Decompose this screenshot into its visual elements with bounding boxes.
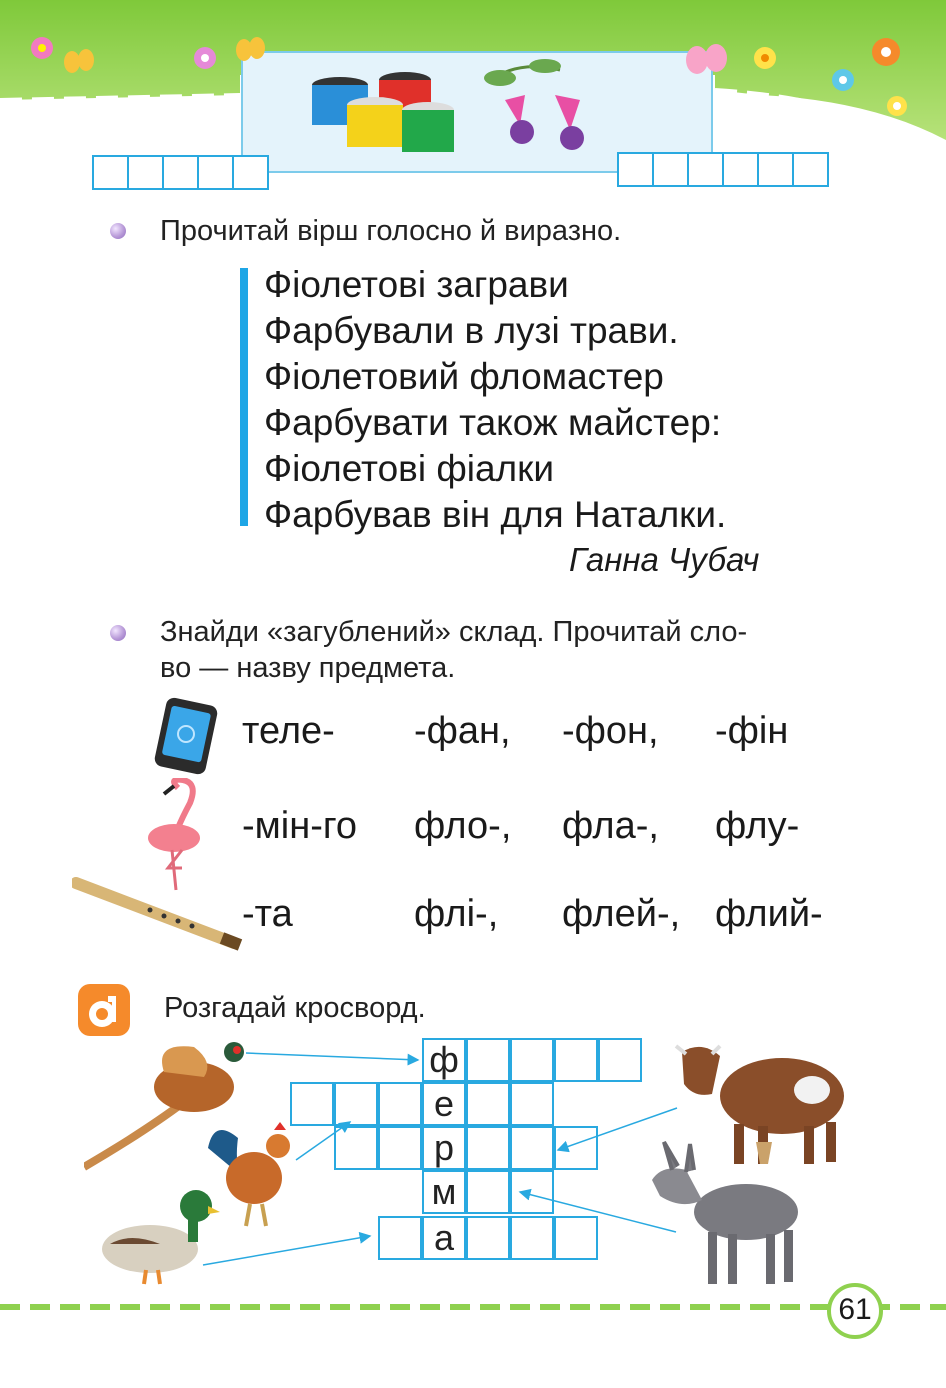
footer-dashed-line [0,1303,946,1311]
flamingo-icon [138,778,220,893]
answer-box[interactable] [687,152,724,187]
answer-box[interactable] [127,155,164,190]
answer-box[interactable] [722,152,759,187]
instruction-read-poem: Прочитай вірш голосно й виразно. [160,215,622,247]
syllable-option: -та [242,893,293,935]
crossword-key-letter: е [433,1083,455,1124]
answer-boxes-left[interactable] [92,155,267,190]
crossword-key-letter: р [433,1127,455,1168]
syllable-option: флий- [715,893,823,935]
instruction-find-syllable: Знайди «загублений» склад. Прочитай сло- [160,616,748,648]
answer-boxes-right[interactable] [617,152,827,187]
answer-box[interactable] [757,152,794,187]
crossword-key-letter: а [433,1217,455,1258]
flower-icon [31,37,53,59]
poem-line: Фіолетові фіалки [264,448,555,489]
bullet-icon [110,625,126,641]
poem-line: Фарбувати також майстер: [264,402,722,443]
bullet-icon [110,223,126,239]
syllable-option: теле- [242,710,335,752]
syllable-option: флі-, [414,893,499,935]
answer-box[interactable] [652,152,689,187]
syllable-option: -фон, [562,710,659,752]
flower-icon [832,69,854,91]
instruction-crossword: Розгадай кросворд. [164,992,426,1024]
crossword-key-letter: м [431,1171,457,1212]
answer-box[interactable] [792,152,829,187]
syllable-option: -фін [715,710,789,752]
flower-icon [872,38,900,66]
flower-icon [887,96,907,116]
syllable-option: -фан, [414,710,511,752]
crossword-key-letter: ф [429,1039,459,1080]
flute-icon [72,877,244,957]
answer-box[interactable] [197,155,234,190]
answer-box[interactable] [162,155,199,190]
duck-icon [100,1184,220,1288]
page-number: 61 [838,1293,872,1326]
poem-line: Фарбував він для Наталки. [264,494,727,535]
smartphone-icon [152,697,220,775]
answer-box[interactable] [92,155,129,190]
poem-author: Ганна Чубач [569,541,760,578]
syllable-option: флу- [715,805,800,847]
syllable-option: фла-, [562,805,659,847]
answer-box[interactable] [232,155,269,190]
poem-line: Фіолетовий фломастер [264,356,664,397]
poem-line: Фіолетові заграви [264,264,569,305]
syllable-option: флей-, [562,893,681,935]
poem-bar [240,268,248,526]
donkey-icon [642,1140,802,1290]
flower-icon [194,47,216,69]
instruction-find-syllable: во — назву предмета. [160,652,456,684]
answer-box[interactable] [617,152,654,187]
syllable-option: фло-, [414,805,512,847]
poem-line: Фарбували в лузі трави. [264,310,679,351]
flower-icon [754,47,776,69]
syllable-option: -мін-го [242,805,358,847]
